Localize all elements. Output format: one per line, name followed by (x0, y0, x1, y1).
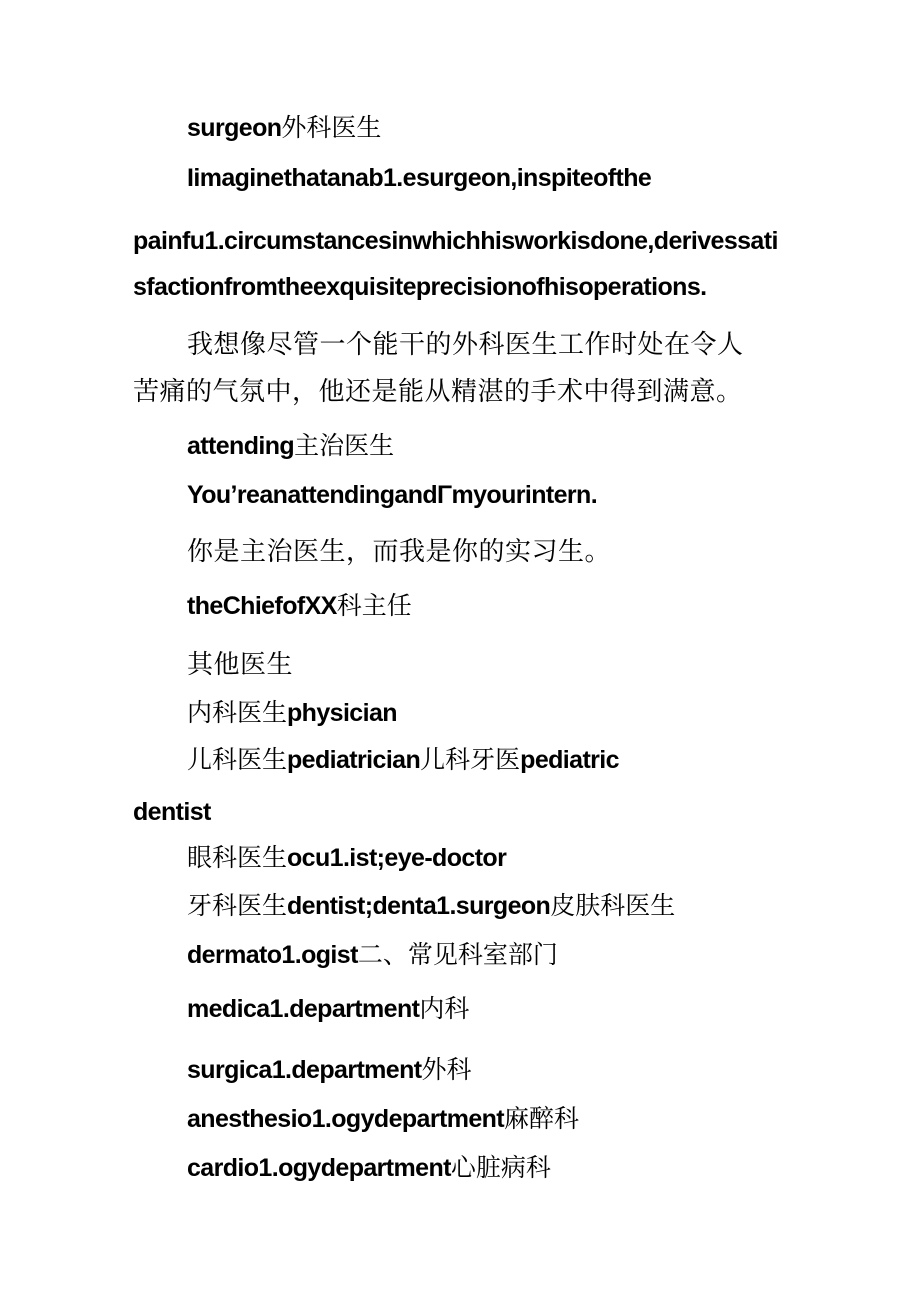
term-line-chief (187, 590, 412, 622)
term-chinese: 儿科医生 (187, 745, 288, 774)
translation-line (187, 536, 611, 568)
translation-line (133, 376, 743, 408)
example-sentence-text: You’reanattendingandΓmyourintern. (187, 481, 598, 509)
term-line-medical-department (187, 993, 469, 1025)
term-chinese: 主治医生 (294, 431, 395, 460)
term-line-dermatologist (187, 939, 558, 971)
term-english: ocu1.ist;eye-doctor (287, 844, 507, 872)
term-line-dentist (187, 890, 675, 922)
term-chinese: 内科医生 (187, 698, 288, 727)
term-chinese: 外科 (421, 1055, 472, 1084)
translation-text: 你是主治医生，而我是你的实习生。 (187, 537, 612, 567)
translation-text: 苦痛的气氛中，他还是能从精湛的手术中得到满意。 (133, 377, 743, 407)
term-chinese: 心脏病科 (450, 1153, 551, 1182)
term-chinese: 科主任 (336, 591, 412, 620)
term-english: pediatrician (287, 746, 421, 774)
section-heading-text: 其他医生 (187, 650, 294, 680)
term-chinese: 眼科医生 (187, 843, 288, 872)
section-heading-other-doctors (187, 649, 293, 681)
term-english: dermato1.ogist (187, 941, 358, 969)
term-line-pediatrician (187, 744, 619, 776)
term-line-surgical-department (187, 1054, 472, 1086)
term-chinese: 牙科医生 (187, 891, 288, 920)
example-sentence-text: sfactionfromtheexquisiteprecisionofhisoperations. (133, 273, 707, 301)
term-line-physician (187, 697, 397, 729)
term-english: anesthesio1.ogydepartment (187, 1105, 505, 1133)
term-english: medica1.department (187, 995, 420, 1023)
section-heading-text: 二、常见科室部门 (357, 940, 558, 969)
term-line-oculist (187, 842, 506, 874)
example-sentence-line (133, 271, 706, 303)
term-line-cardiology-department (187, 1152, 551, 1184)
term-english: surgica1.department (187, 1056, 422, 1084)
term-chinese: 皮肤科医生 (550, 891, 676, 920)
term-english: dentist (133, 798, 211, 826)
term-chinese: 麻醉科 (504, 1104, 580, 1133)
term-english: theChiefofXX (187, 592, 337, 620)
term-line-continuation (133, 796, 211, 828)
example-sentence-text: painfu1.circumstancesinwhichhisworkisdone,derivessati (133, 227, 778, 255)
example-sentence-line (187, 162, 651, 194)
term-english: physician (287, 699, 397, 727)
term-chinese: 儿科牙医 (420, 745, 521, 774)
translation-text: 我想像尽管一个能干的外科医生工作时处在令人 (187, 330, 744, 360)
example-sentence-line (187, 479, 597, 511)
term-english: pediatric (520, 746, 619, 774)
example-sentence-line (133, 225, 778, 257)
term-chinese: 外科医生 (281, 113, 382, 142)
term-chinese: 内科 (419, 994, 470, 1023)
term-line-anesthesiology-department (187, 1103, 579, 1135)
term-english: attending (187, 432, 295, 460)
term-english: dentist;denta1.surgeon (287, 892, 551, 920)
term-line-surgeon (187, 112, 381, 144)
example-sentence-text: Iimaginethatanab1.esurgeon,inspiteofthe (187, 164, 652, 192)
term-line-attending (187, 430, 394, 462)
translation-line (187, 329, 744, 361)
term-english: surgeon (187, 114, 282, 142)
term-english: cardio1.ogydepartment (187, 1154, 451, 1182)
